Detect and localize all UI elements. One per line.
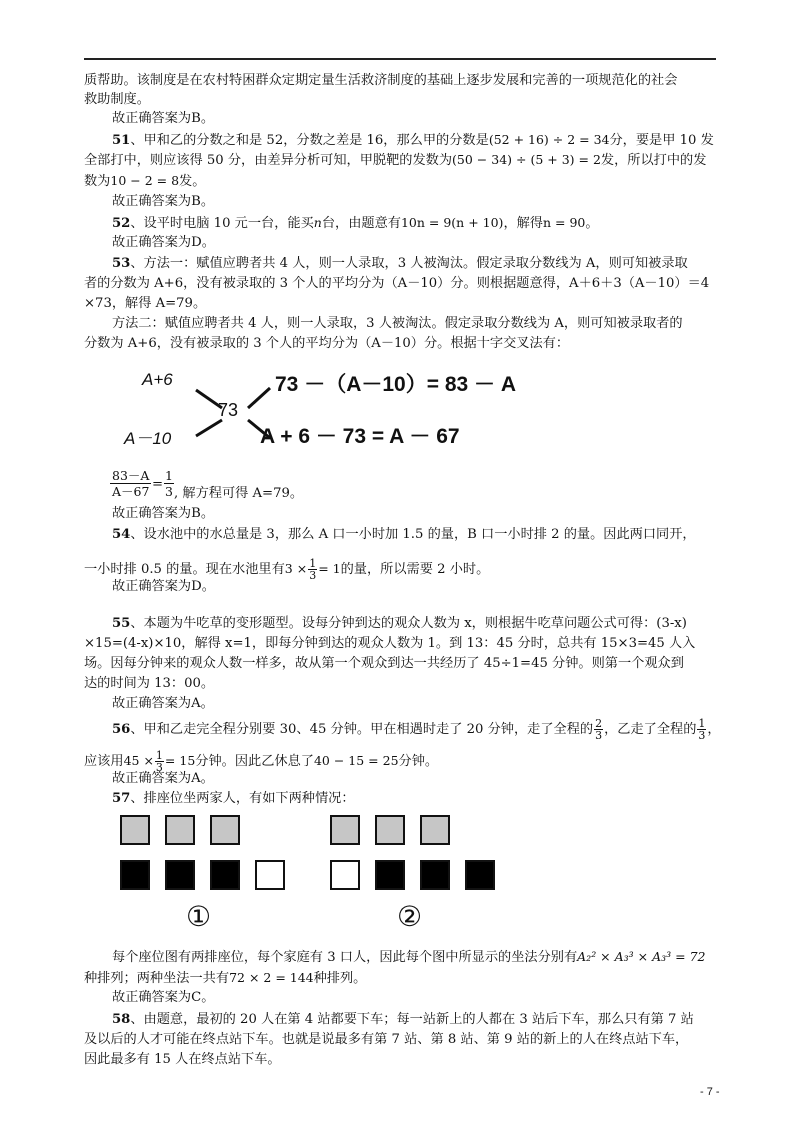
seat-black [165,860,195,890]
math-expr: 10 − 2 = 8 [110,173,180,188]
math-expr: n [313,215,322,230]
seat-black [420,860,450,890]
seat-gray [120,815,150,845]
fraction-denominator: 3 [595,729,603,742]
fraction-equals: = [152,477,164,492]
fraction-denominator: 3 [309,569,317,582]
cross-center-73: 73 [218,400,239,420]
ratio-fraction-right [164,468,174,499]
cross-label-a6: A+6 [142,370,173,389]
text: 、甲和乙的分数之和是 52，分数之差是 16，那么甲的分数是 [130,133,489,148]
math-expr: = 15 [164,753,196,768]
text: 、设平时电脑 10 元一台，能买 [130,216,314,231]
text-line: 质帮助。该制度是在农村特困群众定期定量生活救济制度的基础上逐步发展和完善的一项规范化的社会 [84,73,678,88]
seat-black [375,860,405,890]
cross-label-a10: A－10 [124,429,172,448]
seat-black [120,860,150,890]
math-expr: (52 + 16) ÷ 2 = 34 [488,132,610,147]
text: 一小时排 0.5 的量。现在水池里有 [84,562,285,577]
question-57-line2 [112,948,705,966]
answer-line: 故正确答案为B。 [112,111,215,126]
text: ， [707,722,721,737]
math-expr: (50 − 34) ÷ (5 + 3) = 2 [452,152,601,167]
answer-line: 故正确答案为C。 [112,990,215,1005]
text-line: ×73，解得 A=79。 [84,296,207,311]
text-line: 者的分数为 A+6，没有被录取的 3 个人的平均分为（A－10）分。则根据题意得，A＋6＋3（A－10）＝4 [84,276,710,291]
math-expr: 10n = 9(n + 10) [400,215,504,230]
text: 数为 [84,174,111,189]
math-expr: 40 − 15 = 25 [313,753,399,768]
text: 台，由题意有 [321,216,401,231]
question-55-line1 [112,615,687,632]
text: ，乙走了全程的 [604,722,697,737]
text: 种排列；两种坐法一共有 [84,971,230,986]
fraction-denominator: 3 [698,729,706,742]
cross-method-diagram [110,360,550,460]
text-line: 因此最多有 15 人在终点站下车。 [84,1052,281,1067]
fraction-numerator: 2 [595,717,603,730]
text: 发，所以打中的发 [600,153,707,168]
math-expr: n = 90 [543,215,586,230]
fraction-numerator: 1 [309,557,317,570]
question-51-line2 [84,151,706,169]
text: 种排列。 [313,971,367,986]
fraction-numerator: 1 [165,468,173,483]
text: 分钟。 [398,754,439,769]
text: 的量，所以需要 2 小时。 [340,562,490,577]
fraction-denominator: 3 [165,484,173,499]
seat-gray [330,815,360,845]
question-number: 53 [112,256,131,271]
question-56-line1 [112,718,721,741]
math-fraction [594,718,603,741]
text: 、设水池中的水总量是 3，那么 A 口一小时加 1.5 的量，B 口一小时排 2 的量。因此两口同开， [130,527,696,542]
math-expr: 3 × [284,561,308,576]
seat-gray [210,815,240,845]
question-52-line1 [112,214,599,232]
text-line: 分数为 A+6，没有被录取的 3 个人的平均分为（A－10）分。根据十字交叉法有： [84,336,570,351]
page-number: - 7 - [700,1086,720,1098]
text: 分，要是甲 10 发 [609,133,714,148]
question-51-line1 [112,131,714,149]
answer-line: 故正确答案为A。 [112,771,214,786]
cross-top-result: 73 －（A－10）= 83 － A [275,373,517,396]
text: 应该用 [84,754,124,769]
seat-gray [165,815,195,845]
text-line: 方法二：赋值应聘者共 4 人，则一人录取，3 人被淘汰。假定录取分数线为 A，则可知被录取者的 [112,316,683,331]
text-line: 达的时间为 13：00。 [84,676,215,691]
math-fraction [697,718,706,741]
fraction-denominator: 3 [155,761,163,774]
text: 每个座位图有两排座位，每个家庭有 3 口人，因此每个图中所显示的坐法分别有 [112,950,578,965]
text-line: 及以后的人才可能在终点站下车。也就是说最多有第 7 站、第 8 站、第 9 站的新上的人在终点站下车， [84,1032,689,1047]
answer-line: 故正确答案为B。 [112,506,215,521]
question-number: 51 [112,133,131,148]
math-expr: 72 × 2 = 144 [229,970,314,985]
cross-bottom-result: A + 6 － 73 = A － 67 [260,425,460,448]
header-rule [84,58,716,60]
question-number: 55 [112,616,131,631]
math-expr: 45 × [123,753,154,768]
text: 全部打中，则应该得 50 分，由差异分析可知，甲脱靶的发数为 [84,153,453,168]
question-number: 56 [112,722,131,737]
answer-line: 故正确答案为D。 [112,579,215,594]
text: 。 [585,216,599,231]
seat-empty [330,860,360,890]
ratio-fraction [110,468,151,499]
answer-line: 故正确答案为D。 [112,235,215,250]
question-58-line1 [112,1011,694,1028]
text: 、排座位坐两家人，有如下两种情况： [130,791,355,806]
text: ，解得 [503,216,543,231]
fraction-numerator: 83－A [112,468,150,483]
text-line: 场。因每分钟来的观众人数一样多，故从第一个观众到达一共经历了 45÷1=45 分钟。则第一个观众到 [84,656,684,671]
diagram-label-1: ① [186,900,212,933]
fraction-numerator: 1 [698,717,706,730]
seat-black [465,860,495,890]
text: 、由题意，最初的 20 人在第 4 站都要下车；每一站新上的人都在 3 站后下车，那么只有第 7 站 [130,1012,694,1027]
question-51-line3 [84,172,205,190]
question-number: 58 [112,1012,131,1027]
text: 发。 [179,174,206,189]
text: 、方法一：赋值应聘者共 4 人，则一人录取，3 人被淘汰。假定录取分数线为 A，则可知被录取 [130,256,688,271]
math-fraction [308,558,317,581]
question-57-line3 [84,969,366,987]
seat-gray [420,815,450,845]
fraction-numerator: 1 [155,749,163,762]
question-number: 54 [112,527,131,542]
diagram-label-2: ② [397,900,423,933]
answer-line: 故正确答案为B。 [112,194,215,209]
text-line: 救助制度。 [84,92,150,107]
text: 、本题为牛吃草的变形题型。设每分钟到达的观众人数为 x，则根据牛吃草问题公式可得：(3-x) [130,616,687,631]
math-expr: = 1 [318,561,341,576]
seat-black [210,860,240,890]
seat-empty [255,860,285,890]
question-54-line1 [112,526,696,543]
seat-gray [375,815,405,845]
question-57-line1 [112,790,355,807]
question-number: 52 [112,216,131,231]
text: 分钟。因此乙休息了 [195,754,314,769]
question-53-line1 [112,255,688,272]
answer-line: 故正确答案为A。 [112,696,214,711]
math-expr: A₂² × A₃³ × A₃³ = 72 [577,949,706,964]
question-number: 57 [112,791,131,806]
text: 、甲和乙走完全程分别要 30、45 分钟。甲在相遇时走了 20 分钟，走了全程的 [130,722,594,737]
fraction-denominator: A－67 [112,484,150,499]
text-line: ×15=(4-x)×10，解得 x=1，即每分钟到达的观众人数为 1。到 13：45 分时，总共有 15×3=45 人入 [84,636,696,651]
text-line: , 解方程可得 A=79。 [174,486,304,501]
